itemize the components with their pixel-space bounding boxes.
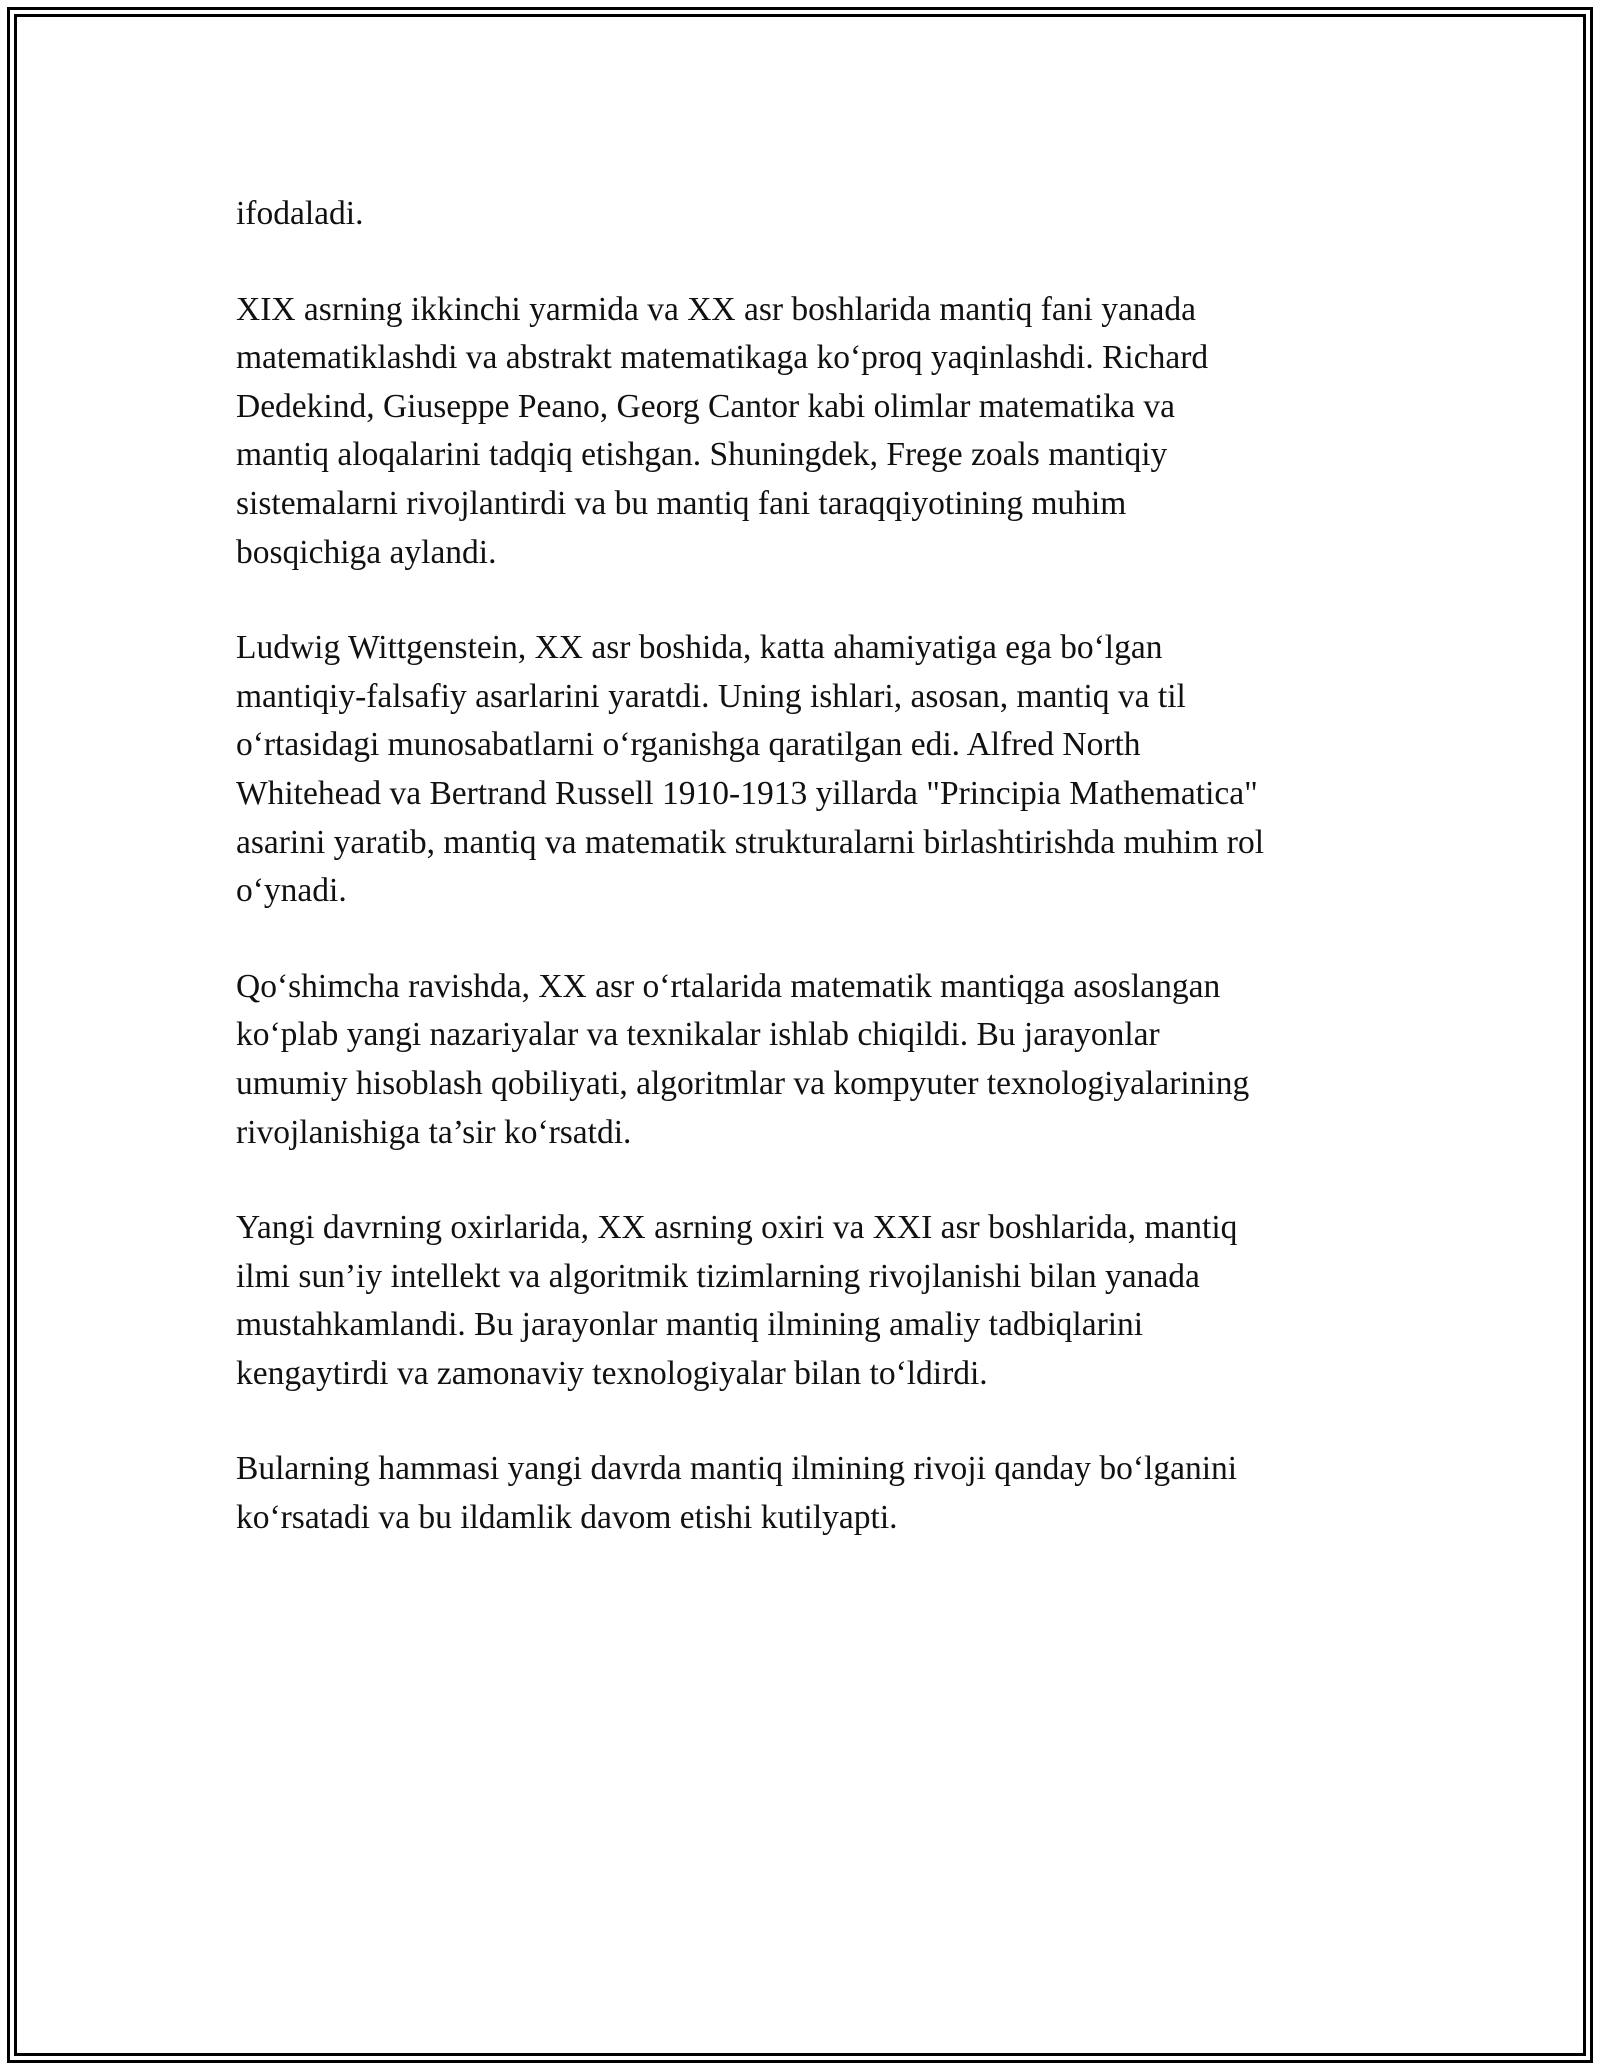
text-line: Ludwig Wittgenstein, XX asr boshida, katta ahamiyatiga ega bo‘lgan [236,629,1163,667]
text-line: asarini yaratib, mantiq va matematik strukturalarni birlashtirishda muhim rol [236,823,1264,861]
text-line: ifodaladi. [236,195,364,232]
document-body [236,190,1366,1590]
text-line: mantiq aloqalarini tadqiq etishgan. Shuningdek, Frege zoals mantiqiy [236,436,1168,474]
text-line: Yangi davrning oxirlarida, XX asrning oxiri va XXI asr boshlarida, mantiq [236,1209,1238,1247]
text-line: kengaytirdi va zamonaviy texnologiyalar bilan to‘ldirdi. [236,1354,988,1392]
paragraph-6 [236,1445,1366,1542]
text-line: XIX asrning ikkinchi yarmida va XX asr boshlarida mantiq fani yanada [236,290,1197,328]
text-line: mantiqiy-falsafiy asarlarini yaratdi. Uning ishlari, asosan, mantiq va til [236,677,1186,715]
paragraph-1 [236,190,1366,239]
text-line: mustahkamlandi. Bu jarayonlar mantiq ilmining amaliy tadbiqlarini [236,1306,1144,1344]
text-line: rivojlanishiga ta’sir ko‘rsatdi. [236,1113,632,1151]
paragraph-2 [236,286,1366,578]
text-line: ko‘rsatadi va bu ildamlik davom etishi kutilyapti. [236,1499,898,1537]
paragraph-4 [236,963,1366,1157]
paragraph-5 [236,1204,1366,1398]
text-line: ko‘plab yangi nazariyalar va texnikalar ishlab chiqildi. Bu jarayonlar [236,1016,1160,1054]
paragraph-3 [236,624,1366,916]
text-line: matematiklashdi va abstrakt matematikaga ko‘proq yaqinlashdi. Richard [236,339,1209,377]
text-line: Bularning hammasi yangi davrda mantiq ilmining rivoji qanday bo‘lganini [236,1450,1238,1488]
text-line: Qo‘shimcha ravishda, XX asr o‘rtalarida matematik mantiqga asoslangan [236,967,1221,1005]
text-line: o‘rtasidagi munosabatlarni o‘rganishga qaratilgan edi. Alfred North [236,726,1141,764]
text-line: Dedekind, Giuseppe Peano, Georg Cantor kabi olimlar matematika va [236,387,1175,425]
text-line: Whitehead va Bertrand Russell 1910-1913 yillarda "Principia Mathematica" [236,774,1258,812]
text-line: umumiy hisoblash qobiliyati, algoritmlar va kompyuter texnologiyalarining [236,1064,1250,1102]
text-line: sistemalarni rivojlantirdi va bu mantiq fani taraqqiyotining muhim [236,484,1127,522]
text-line: ilmi sun’iy intellekt va algoritmik tizimlarning rivojlanishi bilan yanada [236,1257,1200,1295]
text-line: o‘ynadi. [236,872,347,910]
text-line: bosqichiga aylandi. [236,533,497,571]
